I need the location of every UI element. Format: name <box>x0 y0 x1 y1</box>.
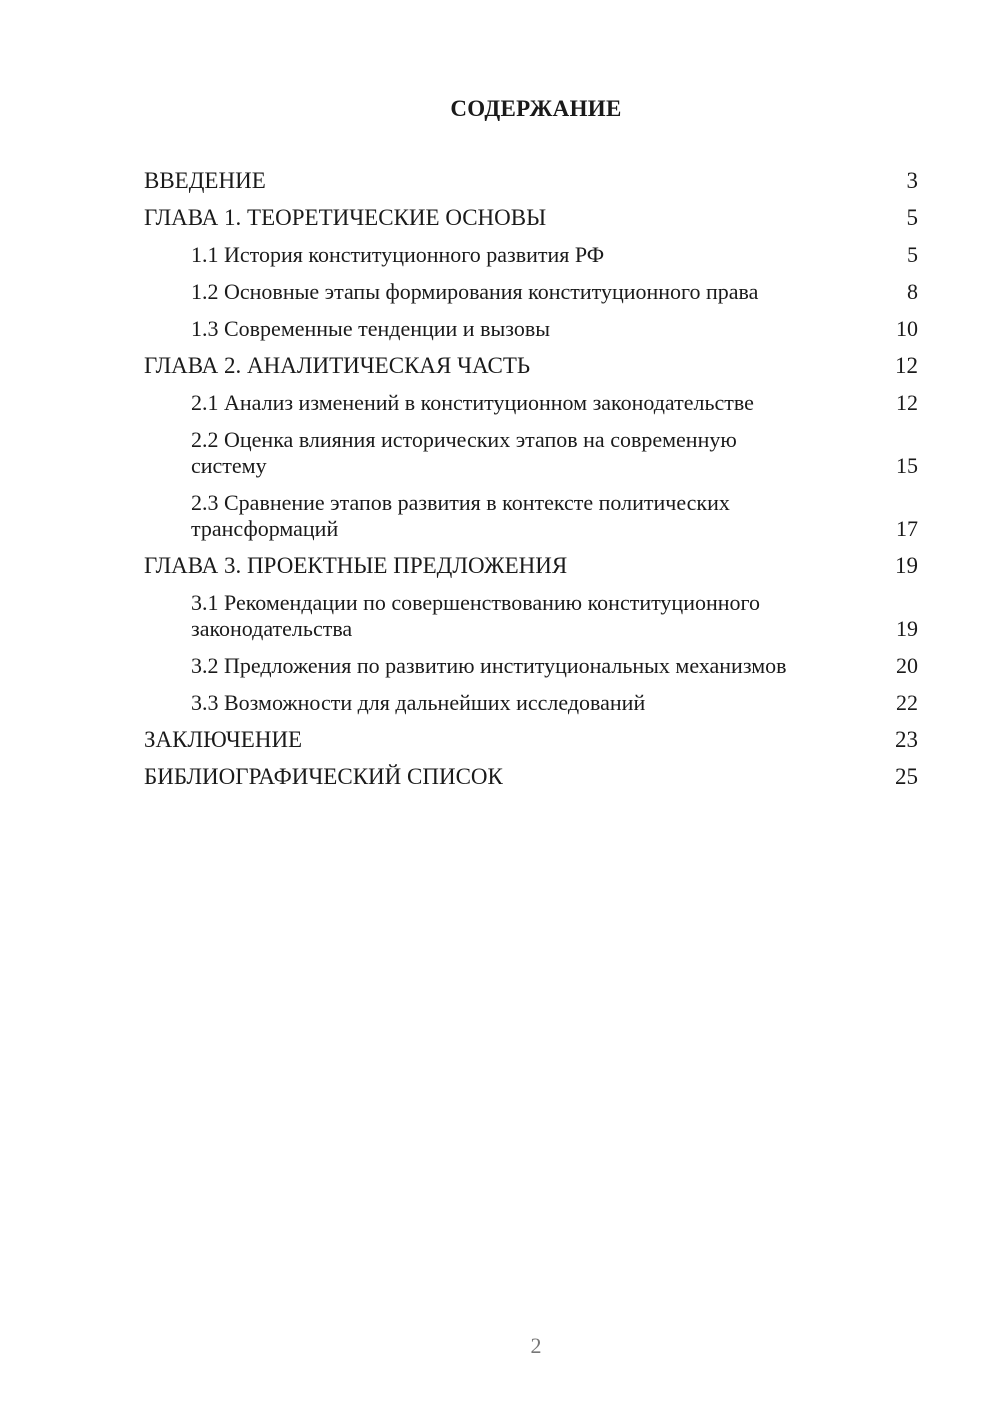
toc-entry-label: ЗАКЛЮЧЕНИЕ <box>144 727 303 752</box>
toc-entry-page: 22 <box>896 690 918 715</box>
toc-entry-page: 5 <box>907 242 918 267</box>
toc-entry-label: 1.2 Основные этапы формирования конституционного права <box>191 279 759 304</box>
toc-entry-page: 3 <box>906 168 918 193</box>
toc-entry-label: 3.2 Предложения по развитию институциональных механизмов <box>191 653 787 678</box>
toc-entry-label: 1.1 История конституционного развития РФ <box>191 242 605 267</box>
toc-entry-conclusion <box>144 727 918 753</box>
toc-entry-label: БИБЛИОГРАФИЧЕСКИЙ СПИСОК <box>144 764 503 789</box>
toc-entry-page: 8 <box>907 279 918 304</box>
toc-entry-page: 23 <box>895 727 918 752</box>
toc-entry-page: 20 <box>896 653 918 678</box>
toc-entry-section-2-3 <box>144 490 918 542</box>
toc-entry-chapter-1 <box>144 205 918 231</box>
toc-entry-page: 25 <box>895 764 918 789</box>
toc-entry-section-2-2 <box>144 427 918 479</box>
toc-title: СОДЕРЖАНИЕ <box>450 96 622 121</box>
toc-entry-label: ГЛАВА 2. АНАЛИТИЧЕСКАЯ ЧАСТЬ <box>144 353 531 378</box>
toc-entry-introduction <box>144 168 918 194</box>
toc-entry-page: 17 <box>896 516 918 541</box>
toc-entry-page: 10 <box>896 316 918 341</box>
toc-entry-label: ГЛАВА 3. ПРОЕКТНЫЕ ПРЕДЛОЖЕНИЯ <box>144 553 568 578</box>
toc-entry-section-1-1 <box>144 242 918 268</box>
toc-entry-section-1-3 <box>144 316 918 342</box>
toc-entry-label: ГЛАВА 1. ТЕОРЕТИЧЕСКИЕ ОСНОВЫ <box>144 205 547 230</box>
toc-entry-page: 19 <box>895 553 918 578</box>
toc-entry-section-3-3 <box>144 690 918 716</box>
toc-entry-page: 12 <box>896 390 918 415</box>
toc-entry-label: ВВЕДЕНИЕ <box>144 168 266 193</box>
toc-entry-label: 2.3 Сравнение этапов развития в контексте политических трансформаций <box>191 490 730 541</box>
toc-entry-chapter-3 <box>144 553 918 579</box>
toc-entry-page: 5 <box>906 205 918 230</box>
toc-entry-label: 3.1 Рекомендации по совершенствованию конституционного законодательства <box>191 590 760 641</box>
toc-entry-label: 3.3 Возможности для дальнейших исследований <box>191 690 646 715</box>
toc-entry-section-2-1 <box>144 390 918 416</box>
toc-entry-label: 2.1 Анализ изменений в конституционном законодательстве <box>191 390 754 415</box>
page-number: 2 <box>530 1333 542 1358</box>
toc-entry-chapter-2 <box>144 353 918 379</box>
toc-entry-section-3-2 <box>144 653 918 679</box>
toc-entry-label: 2.2 Оценка влияния исторических этапов на современную систему <box>191 427 737 478</box>
toc-entry-page: 12 <box>895 353 918 378</box>
toc-entry-label: 1.3 Современные тенденции и вызовы <box>191 316 550 341</box>
toc-entry-bibliography <box>144 764 918 790</box>
toc-entry-section-3-1 <box>144 590 918 642</box>
toc-entry-page: 15 <box>896 453 918 478</box>
toc-entry-section-1-2 <box>144 279 918 305</box>
toc-entry-page: 19 <box>896 616 918 641</box>
table-of-contents <box>144 168 918 801</box>
